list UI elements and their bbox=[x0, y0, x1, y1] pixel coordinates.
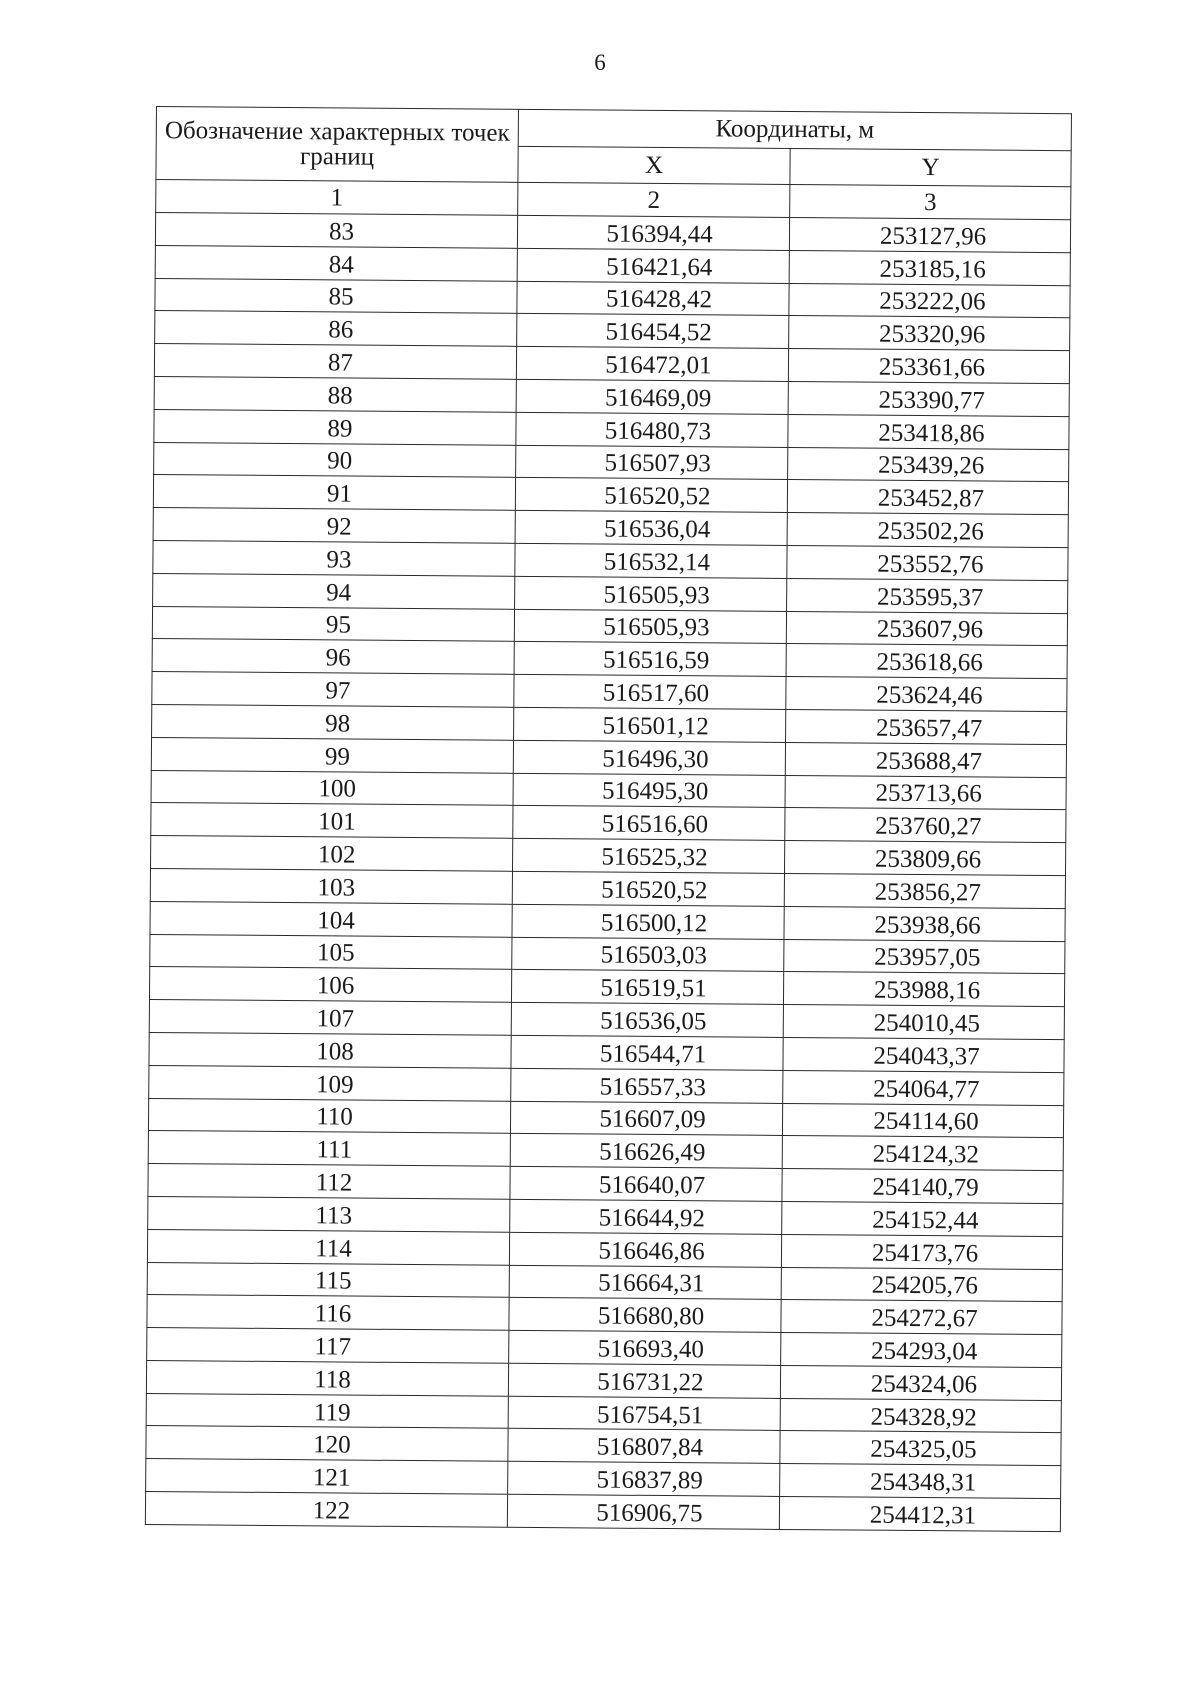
y-coordinate-cell: 254010,45 bbox=[783, 1005, 1064, 1040]
column-number-3: 3 bbox=[790, 184, 1071, 219]
y-coordinate-cell: 253809,66 bbox=[784, 841, 1065, 876]
x-coordinate-cell: 516640,07 bbox=[510, 1166, 782, 1201]
point-number-cell: 91 bbox=[153, 475, 515, 511]
x-coordinate-cell: 516507,93 bbox=[516, 445, 788, 480]
x-coordinate-cell: 516519,51 bbox=[511, 970, 783, 1005]
point-number-cell: 110 bbox=[148, 1098, 510, 1134]
point-number-cell: 98 bbox=[152, 704, 514, 740]
y-coordinate-cell: 254412,31 bbox=[779, 1497, 1060, 1532]
y-coordinate-cell: 253222,06 bbox=[789, 283, 1070, 318]
y-coordinate-cell: 253418,86 bbox=[788, 414, 1069, 449]
header-point-designation: Обозначение характерных точек границ bbox=[156, 107, 519, 183]
x-coordinate-cell: 516501,12 bbox=[514, 707, 786, 742]
x-coordinate-cell: 516500,12 bbox=[512, 904, 784, 939]
x-coordinate-cell: 516480,73 bbox=[516, 412, 788, 447]
x-coordinate-cell: 516496,30 bbox=[513, 740, 785, 775]
x-coordinate-cell: 516525,32 bbox=[513, 838, 785, 873]
y-coordinate-cell: 253361,66 bbox=[788, 349, 1069, 384]
point-number-cell: 89 bbox=[154, 409, 516, 445]
point-number-cell: 115 bbox=[147, 1262, 509, 1298]
x-coordinate-cell: 516503,03 bbox=[512, 937, 784, 972]
y-coordinate-cell: 254043,37 bbox=[783, 1037, 1064, 1072]
y-coordinate-cell: 253618,66 bbox=[786, 644, 1067, 679]
point-number-cell: 92 bbox=[153, 508, 515, 544]
table-row bbox=[145, 1492, 1060, 1532]
y-coordinate-cell: 254114,60 bbox=[782, 1103, 1063, 1138]
x-coordinate-cell: 516536,05 bbox=[511, 1002, 783, 1037]
x-coordinate-cell: 516520,52 bbox=[515, 478, 787, 513]
y-coordinate-cell: 253502,26 bbox=[787, 513, 1068, 548]
y-coordinate-cell: 253657,47 bbox=[786, 709, 1067, 744]
point-number-cell: 121 bbox=[146, 1459, 508, 1495]
point-number-cell: 101 bbox=[151, 803, 513, 839]
x-coordinate-cell: 516807,84 bbox=[508, 1429, 780, 1464]
x-coordinate-cell: 516532,14 bbox=[515, 543, 787, 578]
point-number-cell: 122 bbox=[145, 1492, 507, 1528]
point-number-cell: 108 bbox=[149, 1032, 511, 1068]
point-number-cell: 118 bbox=[146, 1360, 508, 1396]
page-number: 6 bbox=[594, 50, 606, 75]
point-number-cell: 103 bbox=[150, 868, 512, 904]
coordinates-table bbox=[145, 106, 1072, 1532]
x-coordinate-cell: 516469,09 bbox=[516, 379, 788, 414]
x-coordinate-cell: 516693,40 bbox=[509, 1330, 781, 1365]
y-coordinate-cell: 253595,37 bbox=[787, 578, 1068, 613]
table-header bbox=[156, 107, 1072, 220]
x-coordinate-cell: 516472,01 bbox=[516, 347, 788, 382]
y-coordinate-cell: 253938,66 bbox=[784, 906, 1065, 941]
point-number-cell: 100 bbox=[151, 770, 513, 806]
point-number-cell: 99 bbox=[151, 737, 513, 773]
x-coordinate-cell: 516495,30 bbox=[513, 773, 785, 808]
y-coordinate-cell: 254293,04 bbox=[781, 1333, 1062, 1368]
x-coordinate-cell: 516680,80 bbox=[509, 1298, 781, 1333]
point-number-cell: 114 bbox=[147, 1229, 509, 1265]
y-coordinate-cell: 253760,27 bbox=[785, 808, 1066, 843]
y-coordinate-cell: 253607,96 bbox=[786, 611, 1067, 646]
point-number-cell: 112 bbox=[148, 1164, 510, 1200]
point-number-cell: 86 bbox=[155, 311, 517, 347]
y-coordinate-cell: 253713,66 bbox=[785, 775, 1066, 810]
x-coordinate-cell: 516906,75 bbox=[507, 1494, 779, 1529]
point-number-cell: 95 bbox=[152, 606, 514, 642]
y-coordinate-cell: 253957,05 bbox=[784, 939, 1065, 974]
point-number-cell: 84 bbox=[155, 245, 517, 281]
x-coordinate-cell: 516428,42 bbox=[517, 281, 789, 316]
point-number-cell: 90 bbox=[154, 442, 516, 478]
x-coordinate-cell: 516644,92 bbox=[510, 1199, 782, 1234]
y-coordinate-cell: 254328,92 bbox=[780, 1398, 1061, 1433]
y-coordinate-cell: 253624,46 bbox=[786, 677, 1067, 712]
x-coordinate-cell: 516607,09 bbox=[510, 1101, 782, 1136]
x-coordinate-cell: 516516,59 bbox=[514, 642, 786, 677]
x-coordinate-cell: 516646,86 bbox=[509, 1232, 781, 1267]
point-number-cell: 111 bbox=[148, 1131, 510, 1167]
x-coordinate-cell: 516454,52 bbox=[517, 314, 789, 349]
y-coordinate-cell: 253688,47 bbox=[785, 742, 1066, 777]
x-coordinate-cell: 516664,31 bbox=[509, 1265, 781, 1300]
x-coordinate-cell: 516536,04 bbox=[515, 511, 787, 546]
y-coordinate-cell: 253390,77 bbox=[788, 381, 1069, 416]
x-coordinate-cell: 516557,33 bbox=[511, 1068, 783, 1103]
header-y: Y bbox=[790, 148, 1071, 187]
y-coordinate-cell: 254140,79 bbox=[782, 1169, 1063, 1204]
point-number-cell: 107 bbox=[149, 1000, 511, 1036]
x-coordinate-cell: 516544,71 bbox=[511, 1035, 783, 1070]
point-number-cell: 97 bbox=[152, 672, 514, 708]
x-coordinate-cell: 516837,89 bbox=[508, 1462, 780, 1497]
point-number-cell: 116 bbox=[147, 1295, 509, 1331]
coordinates-table-container bbox=[145, 106, 1071, 1532]
point-number-cell: 113 bbox=[148, 1196, 510, 1232]
x-coordinate-cell: 516731,22 bbox=[508, 1363, 780, 1398]
column-number-1: 1 bbox=[156, 180, 518, 216]
x-coordinate-cell: 516517,60 bbox=[514, 674, 786, 709]
column-number-2: 2 bbox=[518, 182, 790, 217]
y-coordinate-cell: 254324,06 bbox=[780, 1365, 1061, 1400]
y-coordinate-cell: 253988,16 bbox=[783, 972, 1064, 1007]
y-coordinate-cell: 254173,76 bbox=[781, 1234, 1062, 1269]
point-number-cell: 105 bbox=[150, 934, 512, 970]
point-number-cell: 94 bbox=[153, 573, 515, 609]
point-number-cell: 120 bbox=[146, 1426, 508, 1462]
y-coordinate-cell: 253127,96 bbox=[789, 217, 1070, 252]
y-coordinate-cell: 254205,76 bbox=[781, 1267, 1062, 1302]
y-coordinate-cell: 254348,31 bbox=[780, 1464, 1061, 1499]
x-coordinate-cell: 516626,49 bbox=[510, 1134, 782, 1169]
y-coordinate-cell: 254152,44 bbox=[782, 1201, 1063, 1236]
point-number-cell: 104 bbox=[150, 901, 512, 937]
point-number-cell: 93 bbox=[153, 540, 515, 576]
x-coordinate-cell: 516421,64 bbox=[517, 248, 789, 283]
y-coordinate-cell: 254064,77 bbox=[783, 1070, 1064, 1105]
header-coordinates: Координаты, м bbox=[518, 109, 1071, 150]
x-coordinate-cell: 516505,93 bbox=[514, 609, 786, 644]
y-coordinate-cell: 254325,05 bbox=[780, 1431, 1061, 1466]
y-coordinate-cell: 253856,27 bbox=[784, 873, 1065, 908]
point-number-cell: 119 bbox=[146, 1393, 508, 1429]
x-coordinate-cell: 516394,44 bbox=[517, 215, 789, 250]
point-number-cell: 85 bbox=[155, 278, 517, 314]
point-number-cell: 83 bbox=[155, 213, 517, 249]
point-number-cell: 106 bbox=[149, 967, 511, 1003]
point-number-cell: 117 bbox=[147, 1328, 509, 1364]
y-coordinate-cell: 253185,16 bbox=[789, 250, 1070, 285]
y-coordinate-cell: 253439,26 bbox=[788, 447, 1069, 482]
point-number-cell: 87 bbox=[154, 344, 516, 380]
header-x: X bbox=[518, 146, 790, 185]
y-coordinate-cell: 254272,67 bbox=[781, 1300, 1062, 1335]
y-coordinate-cell: 253320,96 bbox=[789, 316, 1070, 351]
y-coordinate-cell: 253552,76 bbox=[787, 545, 1068, 580]
point-number-cell: 102 bbox=[151, 836, 513, 872]
point-number-cell: 88 bbox=[154, 376, 516, 412]
point-number-cell: 109 bbox=[149, 1065, 511, 1101]
y-coordinate-cell: 254124,32 bbox=[782, 1136, 1063, 1171]
x-coordinate-cell: 516754,51 bbox=[508, 1396, 780, 1431]
point-number-cell: 96 bbox=[152, 639, 514, 675]
x-coordinate-cell: 516516,60 bbox=[513, 806, 785, 841]
x-coordinate-cell: 516520,52 bbox=[512, 871, 784, 906]
y-coordinate-cell: 253452,87 bbox=[787, 480, 1068, 515]
table-body bbox=[145, 213, 1070, 1532]
x-coordinate-cell: 516505,93 bbox=[515, 576, 787, 611]
